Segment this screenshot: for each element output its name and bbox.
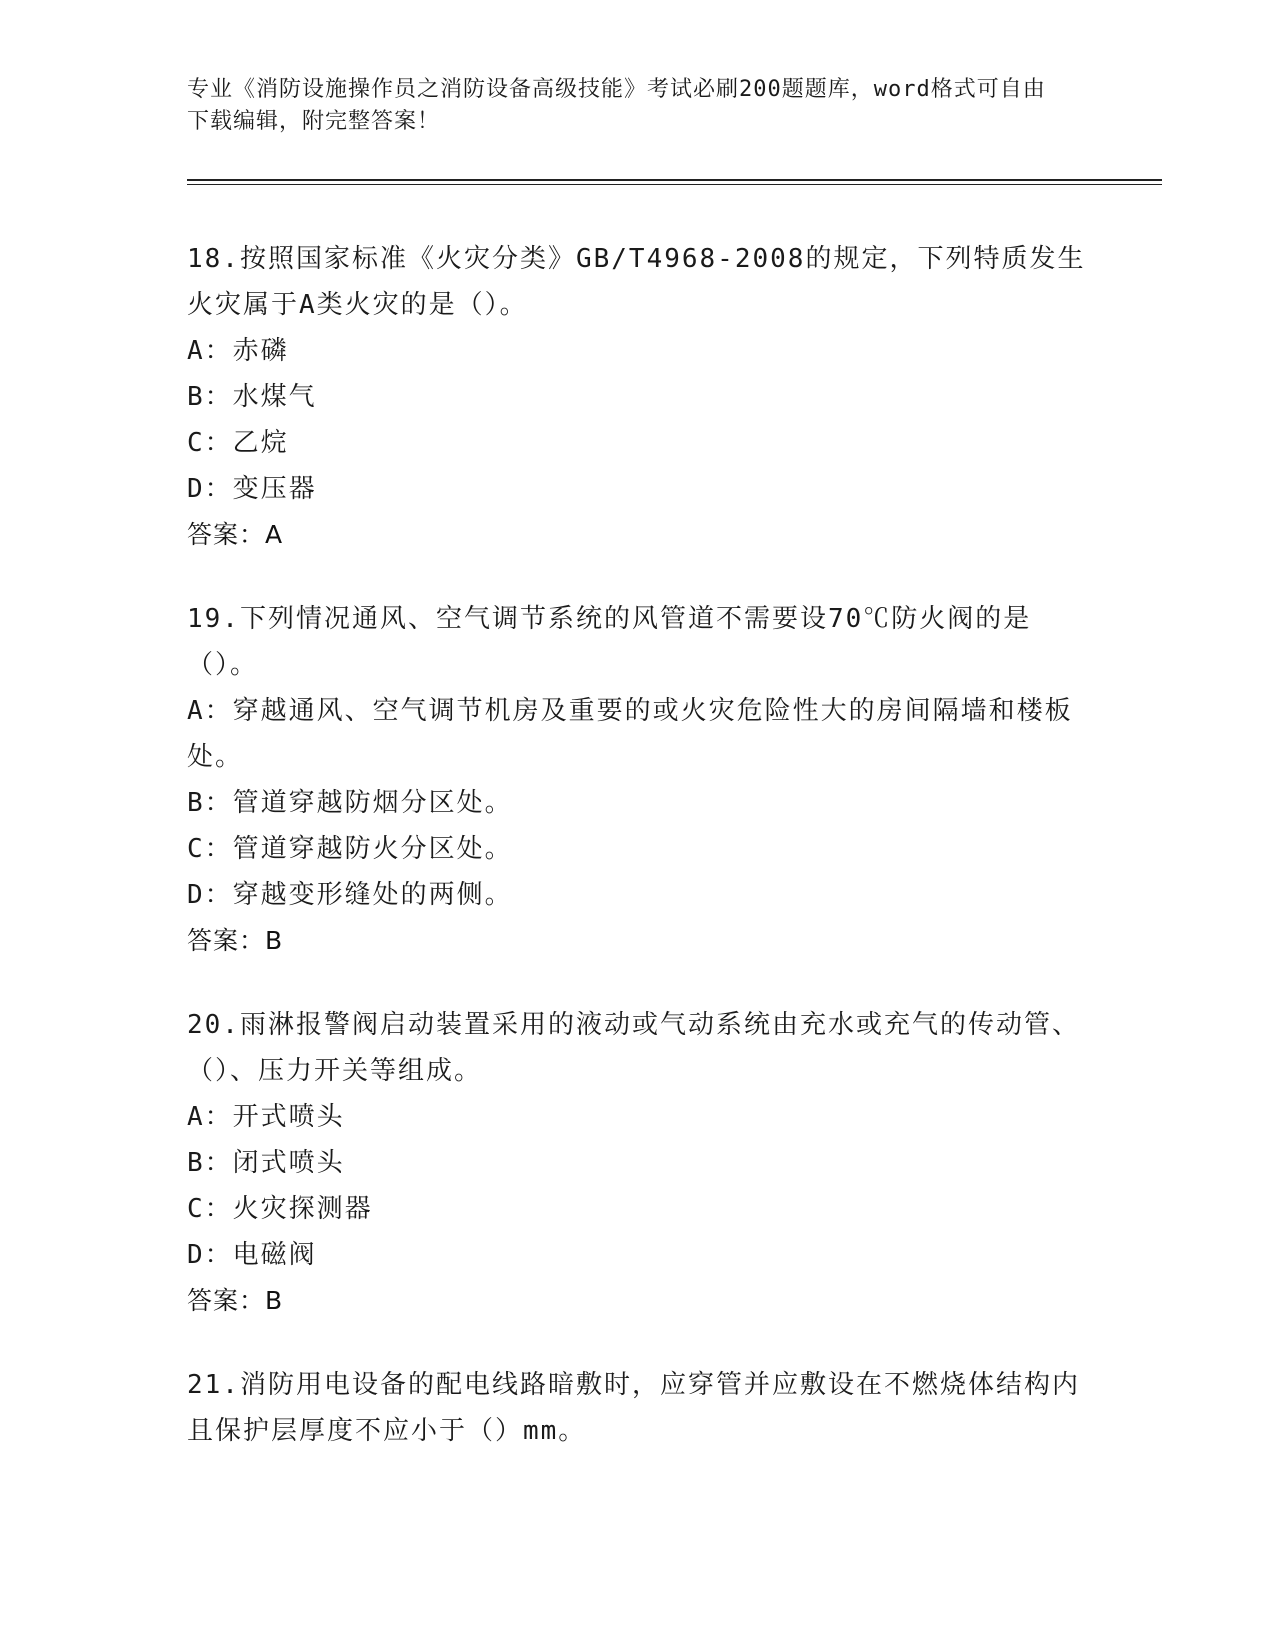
option-b: B：管道穿越防烟分区处。 [187,788,513,818]
option-b: B：闭式喷头 [187,1148,345,1178]
question-18 [187,236,1087,558]
header-divider-secondary [187,184,1162,185]
question-stem: 21.消防用电设备的配电线路暗敷时，应穿管并应敷设在不燃烧体结构内且保护层厚度不应小于（）mm。 [187,1370,1080,1446]
option-d: D：穿越变形缝处的两侧。 [187,880,513,910]
answer-label: 答案：A [187,520,284,549]
option-d: D：变压器 [187,474,317,504]
question-stem: 19.下列情况通风、空气调节系统的风管道不需要设70℃防火阀的是（）。 [187,604,1032,680]
document-header: 专业《消防设施操作员之消防设备高级技能》考试必刷200题题库，word格式可自由下载编辑，附完整答案！ [187,77,1046,134]
option-b: B：水煤气 [187,382,317,412]
question-stem: 20.雨淋报警阀启动装置采用的液动或气动系统由充水或充气的传动管、（）、压力开关等组成。 [187,1010,1080,1086]
question-19 [187,596,1087,964]
question-stem: 18.按照国家标准《火灾分类》GB/T4968-2008的规定，下列特质发生火灾属于A类火灾的是（）。 [187,244,1086,320]
option-a: A：开式喷头 [187,1102,345,1132]
question-21 [187,1362,1087,1454]
answer-label: 答案：B [187,1286,284,1315]
option-c: C：火灾探测器 [187,1194,373,1224]
option-d: D：电磁阀 [187,1240,317,1270]
option-a: A：穿越通风、空气调节机房及重要的或火灾危险性大的房间隔墙和楼板处。 [187,696,1073,772]
option-c: C：乙烷 [187,428,289,458]
question-list [187,236,1087,1492]
question-20 [187,1002,1087,1324]
option-c: C：管道穿越防火分区处。 [187,834,513,864]
answer-label: 答案：B [187,926,284,955]
header-divider [187,179,1162,181]
option-a: A：赤磷 [187,336,289,366]
